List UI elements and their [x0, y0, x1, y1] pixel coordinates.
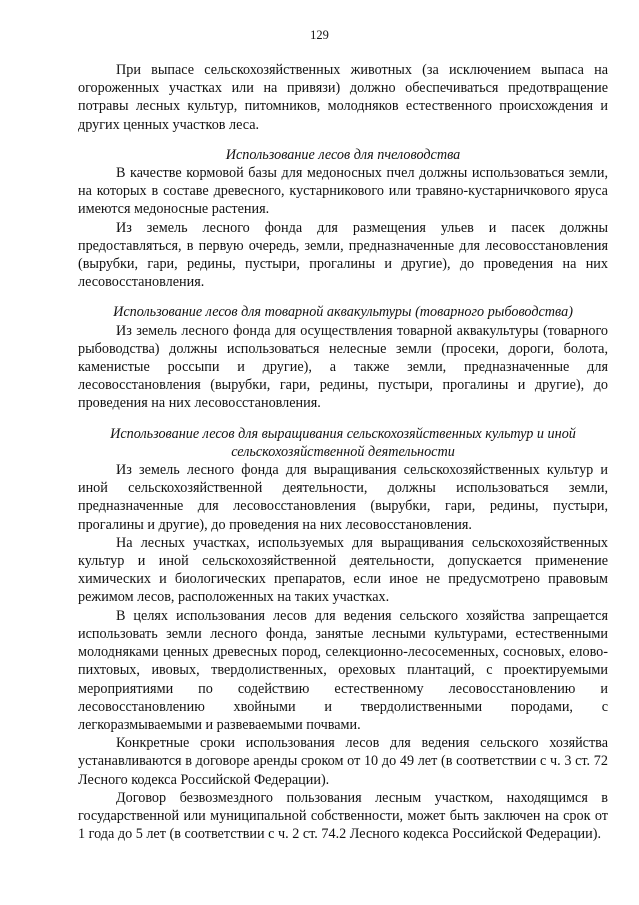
paragraph-free-use-agreement: Договор безвозмездного пользования лесным участком, находящимся в государственной или муниципальной собственности, может быть заключен на срок от 1 года до 5 лет (в соответствии с ч. 2 ст. 74.2 Лесного кодекса Российской Федерации). [78, 789, 608, 843]
paragraph-hives-placement: Из земель лесного фонда для размещения ульев и пасек должны предоставляться, в первую очередь, земли, предназначенные для лесовосстановления (вырубки, гари, редины, пустыри, прогалины и другие), до проведения на них лесовосстановления. [78, 219, 608, 291]
heading-agriculture-line1: Использование лесов для выращивания сельскохозяйственных культур и иной [110, 425, 576, 442]
paragraph-chemical-use: На лесных участках, используемых для выращивания сельскохозяйственных культур и иной сельскохозяйственной деятельности, допускается применение химических и биологических препаратов, если иное не предусмотрено правовым режимом лесов, расположенных на таких участках. [78, 534, 608, 606]
page-number: 129 [310, 28, 329, 42]
spacer [78, 291, 608, 303]
paragraph-aquaculture-lands: Из земель лесного фонда для осуществления товарной аквакультуры (товарного рыбоводства) должны использоваться нелесные земли (просеки, дороги, болота, каменистые россыпи и другие), а также земли, предназначенные для лесовосстановления (вырубки, гари, редины, пустыри, прогалины и другие), до проведения на них лесовосстановления. [78, 322, 608, 412]
heading-agriculture-line2: сельскохозяйственной деятельности [231, 443, 455, 460]
paragraph-grazing: При выпасе сельскохозяйственных животных (за исключением выпаса на огороженных участках или на привязи) должно обеспечиваться предотвращение потравы лесных культур, питомников, молодняков естественного происхождения и других ценных участков леса. [78, 62, 608, 133]
heading-beekeeping: Использование лесов для пчеловодства [225, 146, 461, 163]
spacer [78, 413, 608, 425]
document-body [78, 61, 608, 843]
heading-aquaculture: Использование лесов для товарной аквакультуры (товарного рыбоводства) [113, 304, 573, 321]
paragraph-agriculture-lands: Из земель лесного фонда для выращивания сельскохозяйственных культур и иной сельскохозяйственной деятельности, должны использоваться земли, предназначенные для лесовосстановления (вырубки, гари, редины, пустыри, прогалины и другие), до проведения на них лесовосстановления. [78, 462, 608, 533]
paragraph-honey-plants: В качестве кормовой базы для медоносных пчел должны использоваться земли, на которых в составе древесного, кустарникового или травяно-кустарничкового яруса имеются медоносные растения. [78, 165, 608, 218]
paragraph-restrictions: В целях использования лесов для ведения сельского хозяйства запрещается использовать земли лесного фонда, занятые лесными культурами, естественными молодняками ценных древесных пород, селекционно-лесосеменных, сосновых, елово-пихтовых, ивовых, твердолиственных, ореховых плантаций, с проектируемыми мероприятиями по содействию естественному лесовосстановлению и лесовосстановлению хвойными и твердолиственными породами, с легкоразмываемыми и развеваемыми почвами. [78, 607, 608, 733]
spacer [78, 134, 608, 146]
paragraph-lease-terms: Конкретные сроки использования лесов для ведения сельского хозяйства устанавливаются в договоре аренды сроком от 10 до 49 лет (в соответствии с ч. 3 ст. 72 Лесного кодекса Российской Федерации). [78, 735, 608, 788]
